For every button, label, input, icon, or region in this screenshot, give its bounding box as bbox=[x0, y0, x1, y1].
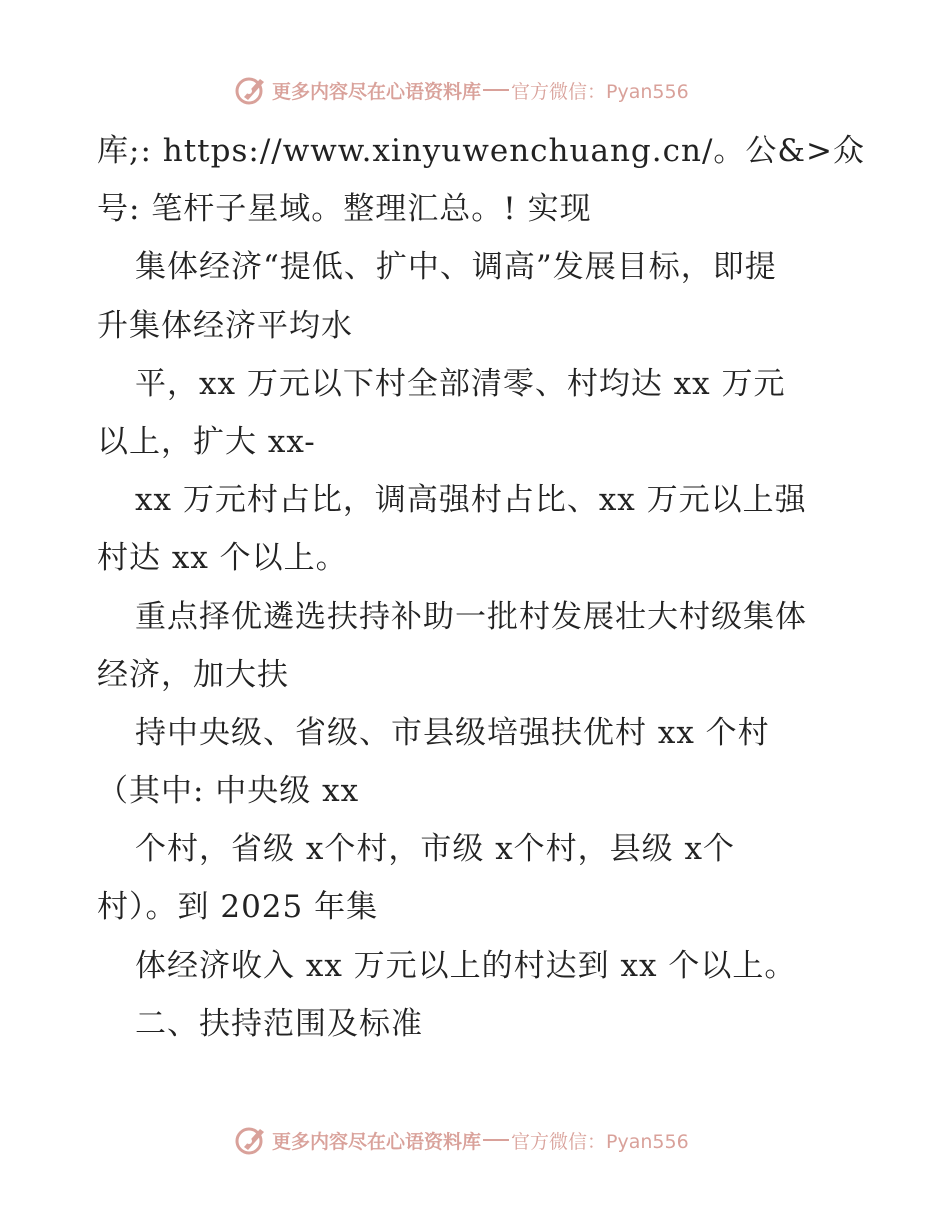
watermark-dash bbox=[483, 89, 509, 91]
watermark-main-text: 更多内容尽在心语资料库 bbox=[272, 80, 482, 103]
text-line: 经济，加大扶 bbox=[97, 656, 289, 693]
text-line: 村达 xx 个以上。 bbox=[97, 540, 348, 577]
watermark-main-text: 更多内容尽在心语资料库 bbox=[272, 1130, 482, 1153]
text-line: 持中央级、省级、市县级培强扶优村 xx 个村 bbox=[135, 714, 770, 751]
text-line: 重点择优遴选扶持补助一批村发展壮大村级集体 bbox=[135, 598, 807, 635]
text-line: 村）。到 2025 年集 bbox=[97, 889, 379, 926]
text-line: 集体经济“提低、扩中、调高”发展目标，即提 bbox=[135, 249, 777, 286]
watermark-banner-bottom bbox=[234, 1120, 714, 1160]
text-line: 升集体经济平均水 bbox=[97, 307, 353, 344]
text-line: 库;: https://www.xinyuwenchuang.cn/。公&>众 bbox=[97, 133, 865, 169]
text-line: 以上，扩大 xx- bbox=[97, 423, 316, 460]
pen-circle-logo-icon bbox=[234, 1123, 268, 1157]
text-line: 号: 笔杆子星域。整理汇总。! 实现 bbox=[97, 191, 592, 228]
pen-circle-logo-icon bbox=[234, 73, 268, 107]
watermark-dash bbox=[483, 1139, 509, 1141]
text-line: （其中: 中央级 xx bbox=[97, 773, 360, 810]
watermark-sub-text: 官方微信：Pyan556 bbox=[511, 1130, 689, 1153]
text-line: 个村，省级 x个村，市级 x个村，县级 x个 bbox=[135, 831, 736, 868]
watermark-banner-top bbox=[234, 70, 714, 110]
section-heading: 二、扶持范围及标准 bbox=[135, 1005, 423, 1042]
text-line: 平，xx 万元以下村全部清零、村均达 xx 万元 bbox=[135, 365, 786, 402]
text-line: xx 万元村占比，调高强村占比、xx 万元以上强 bbox=[135, 482, 807, 519]
watermark-sub-text: 官方微信：Pyan556 bbox=[511, 80, 689, 103]
text-line: 体经济收入 xx 万元以上的村达到 xx 个以上。 bbox=[135, 947, 797, 984]
document-body bbox=[97, 122, 867, 1053]
